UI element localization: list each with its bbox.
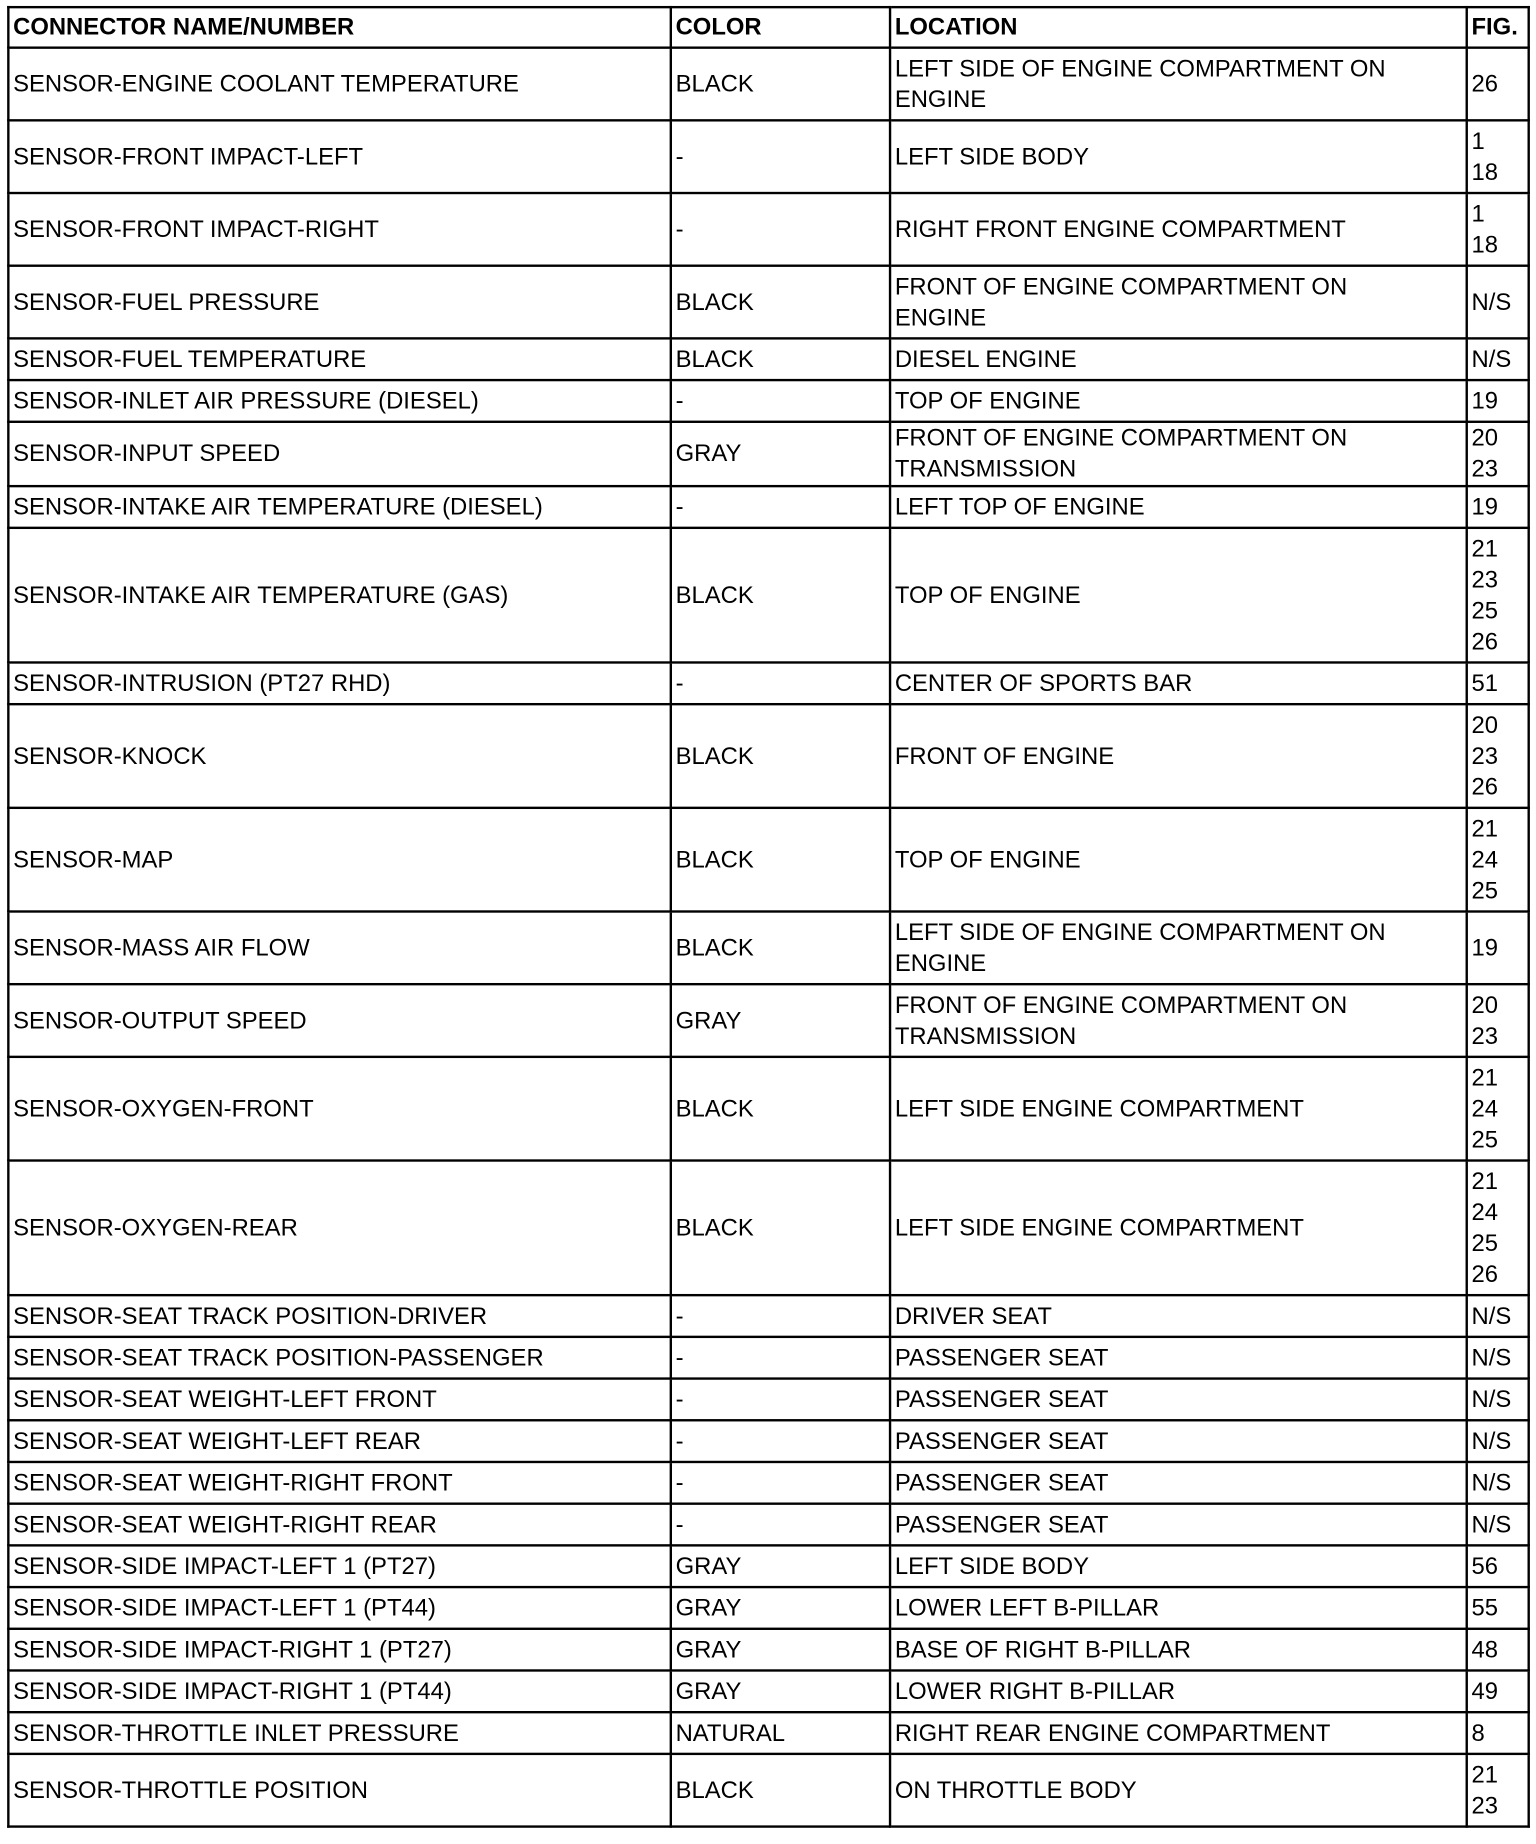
fig-number: 25 [1471,597,1499,624]
connector-name: SENSOR-FRONT IMPACT-LEFT [8,120,670,193]
connector-fig [1467,1379,1529,1421]
connector-location [890,193,1467,266]
header-color: COLOR [671,7,890,48]
connector-color: BLACK [671,1057,890,1161]
location-line: TOP OF ENGINE [894,846,1081,873]
connector-location [890,266,1467,339]
table-row [8,1754,1528,1827]
location-line: TRANSMISSION [894,456,1077,483]
connector-fig [1467,1712,1529,1754]
fig-number: 26 [1471,628,1499,655]
connector-location [890,1545,1467,1587]
fig-number: 55 [1471,1594,1499,1622]
connector-fig [1467,1161,1529,1296]
connector-color: - [671,486,890,528]
connector-name: SENSOR-INTAKE AIR TEMPERATURE (DIESEL) [8,486,670,528]
connector-location [890,1670,1467,1712]
fig-number: 21 [1471,1168,1499,1195]
connector-fig [1467,1057,1529,1161]
connector-color: NATURAL [671,1712,890,1754]
connector-name: SENSOR-OXYGEN-REAR [8,1161,670,1296]
connector-location [890,1754,1467,1827]
fig-number: N/S [1471,1469,1512,1496]
fig-number: 23 [1471,1792,1499,1819]
connector-color: - [671,1504,890,1546]
connector-color: - [671,1337,890,1379]
connector-fig [1467,1545,1529,1587]
connector-name: SENSOR-SEAT WEIGHT-RIGHT FRONT [8,1462,670,1504]
table-row [8,1337,1528,1379]
connector-fig [1467,120,1529,193]
connector-fig [1467,193,1529,266]
connector-name: SENSOR-SIDE IMPACT-RIGHT 1 (PT27) [8,1629,670,1671]
connector-name: SENSOR-SEAT WEIGHT-LEFT REAR [8,1420,670,1462]
location-line: FRONT OF ENGINE COMPARTMENT ON [894,425,1348,452]
connector-fig [1467,338,1529,380]
location-line: FRONT OF ENGINE COMPARTMENT ON [894,273,1348,300]
table-row [8,1504,1528,1546]
connector-location [890,528,1467,663]
connector-location [890,1587,1467,1629]
location-line: TOP OF ENGINE [894,582,1081,609]
header-row [8,7,1528,48]
fig-number: 20 [1471,711,1499,739]
connector-name: SENSOR-KNOCK [8,704,670,808]
table-row [8,1161,1528,1296]
fig-number: 18 [1471,159,1499,186]
connector-location [890,48,1467,121]
location-line: PASSENGER SEAT [894,1511,1109,1538]
fig-number: 19 [1471,934,1499,961]
connector-color: - [671,380,890,422]
connector-location [890,911,1467,984]
connector-location [890,1337,1467,1379]
fig-number: 20 [1471,425,1499,452]
fig-number: N/S [1471,1428,1512,1455]
connector-fig [1467,1754,1529,1827]
connector-location [890,1161,1467,1296]
fig-number: 56 [1471,1553,1499,1580]
fig-number: 26 [1471,1261,1499,1288]
fig-number: 23 [1471,456,1499,483]
table-row [8,193,1528,266]
table-row [8,1587,1528,1629]
header-connector-name: CONNECTOR NAME/NUMBER [8,7,670,48]
fig-number: N/S [1471,288,1512,316]
connector-location [890,1379,1467,1421]
location-line: TRANSMISSION [894,1022,1077,1050]
fig-number: 25 [1471,1230,1499,1257]
fig-number: 19 [1471,493,1499,521]
connector-location [890,984,1467,1057]
connector-name: SENSOR-SEAT TRACK POSITION-DRIVER [8,1295,670,1337]
connector-name: SENSOR-FRONT IMPACT-RIGHT [8,193,670,266]
table-row [8,1295,1528,1337]
location-line: RIGHT REAR ENGINE COMPARTMENT [894,1719,1331,1747]
location-line: PASSENGER SEAT [894,1428,1109,1455]
location-line: LOWER RIGHT B-PILLAR [894,1678,1176,1705]
connector-fig [1467,486,1529,528]
location-line: LEFT TOP OF ENGINE [894,493,1145,521]
connector-fig [1467,1629,1529,1671]
connector-color: - [671,120,890,193]
fig-number: 23 [1471,742,1499,770]
table-row [8,704,1528,808]
connector-location [890,1057,1467,1161]
fig-number: N/S [1471,1386,1512,1413]
connector-color: BLACK [671,338,890,380]
fig-number: 20 [1471,991,1499,1019]
connector-fig [1467,528,1529,663]
connector-table [7,6,1530,1828]
location-line: PASSENGER SEAT [894,1344,1109,1371]
fig-number: 18 [1471,231,1499,258]
fig-number: 24 [1471,1199,1499,1226]
fig-number: 19 [1471,387,1499,415]
connector-location [890,120,1467,193]
connector-name: SENSOR-MAP [8,808,670,912]
location-line: TOP OF ENGINE [894,387,1081,415]
connector-name: SENSOR-SEAT WEIGHT-RIGHT REAR [8,1504,670,1546]
table-row [8,1379,1528,1421]
connector-fig [1467,1587,1529,1629]
fig-number: 51 [1471,670,1499,697]
connector-location [890,1420,1467,1462]
connector-name: SENSOR-INTAKE AIR TEMPERATURE (GAS) [8,528,670,663]
location-line: BASE OF RIGHT B-PILLAR [894,1636,1192,1663]
location-line: RIGHT FRONT ENGINE COMPARTMENT [894,216,1346,243]
location-line: ENGINE [894,304,987,331]
table-row [8,48,1528,121]
location-line: PASSENGER SEAT [894,1469,1109,1496]
connector-location [890,1504,1467,1546]
fig-number: 23 [1471,566,1499,593]
connector-color: - [671,662,890,704]
connector-color: GRAY [671,1545,890,1587]
table-row [8,984,1528,1057]
fig-number: 21 [1471,1064,1499,1091]
connector-name: SENSOR-SIDE IMPACT-RIGHT 1 (PT44) [8,1670,670,1712]
connector-location [890,422,1467,486]
connector-location [890,486,1467,528]
fig-number: N/S [1471,346,1512,373]
connector-location [890,1462,1467,1504]
table-row [8,1629,1528,1671]
fig-number: 25 [1471,1126,1499,1153]
table-row [8,1057,1528,1161]
connector-color: BLACK [671,911,890,984]
connector-fig [1467,984,1529,1057]
connector-location [890,1712,1467,1754]
connector-color: BLACK [671,1161,890,1296]
fig-number: 26 [1471,70,1499,98]
table-row [8,120,1528,193]
connector-name: SENSOR-MASS AIR FLOW [8,911,670,984]
connector-color: GRAY [671,1670,890,1712]
location-line: FRONT OF ENGINE [894,742,1115,770]
connector-name: SENSOR-OUTPUT SPEED [8,984,670,1057]
connector-location [890,1295,1467,1337]
connector-name: SENSOR-ENGINE COOLANT TEMPERATURE [8,48,670,121]
location-line: ON THROTTLE BODY [894,1777,1137,1804]
connector-fig [1467,48,1529,121]
connector-fig [1467,380,1529,422]
fig-number: 49 [1471,1678,1499,1705]
table-row [8,1712,1528,1754]
connector-name: SENSOR-SIDE IMPACT-LEFT 1 (PT44) [8,1587,670,1629]
connector-name: SENSOR-SEAT TRACK POSITION-PASSENGER [8,1337,670,1379]
connector-name: SENSOR-INPUT SPEED [8,422,670,486]
table-row [8,1545,1528,1587]
connector-fig [1467,704,1529,808]
connector-color: BLACK [671,704,890,808]
fig-number: 21 [1471,535,1499,562]
connector-fig [1467,1295,1529,1337]
connector-name: SENSOR-FUEL PRESSURE [8,266,670,339]
fig-number: N/S [1471,1302,1512,1330]
fig-number: 26 [1471,773,1499,801]
fig-number: 25 [1471,877,1499,904]
connector-color: - [671,1295,890,1337]
table-row [8,1420,1528,1462]
fig-number: 23 [1471,1022,1499,1050]
table-row [8,662,1528,704]
location-line: DRIVER SEAT [894,1302,1052,1330]
table-row [8,486,1528,528]
table-row [8,380,1528,422]
table-row [8,422,1528,486]
connector-color: BLACK [671,1754,890,1827]
connector-fig [1467,1504,1529,1546]
connector-color: GRAY [671,422,890,486]
connector-name: SENSOR-FUEL TEMPERATURE [8,338,670,380]
connector-color: - [671,1462,890,1504]
connector-fig [1467,1337,1529,1379]
fig-number: 21 [1471,1761,1499,1788]
fig-number: 8 [1471,1719,1485,1747]
connector-location [890,380,1467,422]
connector-color: BLACK [671,528,890,663]
connector-color: GRAY [671,984,890,1057]
connector-name: SENSOR-INTRUSION (PT27 RHD) [8,662,670,704]
connector-location [890,704,1467,808]
connector-location [890,662,1467,704]
fig-number: 24 [1471,1095,1499,1122]
fig-number: 24 [1471,846,1499,873]
connector-name: SENSOR-SEAT WEIGHT-LEFT FRONT [8,1379,670,1421]
connector-fig [1467,1462,1529,1504]
header-location: LOCATION [890,7,1467,48]
connector-name: SENSOR-OXYGEN-FRONT [8,1057,670,1161]
connector-color: - [671,1379,890,1421]
connector-color: GRAY [671,1629,890,1671]
table-row [8,1462,1528,1504]
location-line: ENGINE [894,950,987,977]
connector-color: BLACK [671,808,890,912]
connector-color: - [671,1420,890,1462]
connector-name: SENSOR-THROTTLE POSITION [8,1754,670,1827]
fig-number: N/S [1471,1511,1512,1538]
table-row [8,266,1528,339]
location-line: FRONT OF ENGINE COMPARTMENT ON [894,991,1348,1019]
connector-location [890,1629,1467,1671]
location-line: LEFT SIDE BODY [894,143,1090,170]
table-row [8,911,1528,984]
location-line: ENGINE [894,86,987,113]
connector-color: - [671,193,890,266]
header-fig: FIG. [1467,7,1529,48]
connector-fig [1467,911,1529,984]
connector-fig [1467,1420,1529,1462]
fig-number: 21 [1471,815,1499,842]
connector-location [890,808,1467,912]
fig-number: 1 [1471,128,1485,155]
connector-name: SENSOR-THROTTLE INLET PRESSURE [8,1712,670,1754]
fig-number: 1 [1471,200,1485,227]
table-row [8,528,1528,663]
connector-fig [1467,662,1529,704]
table-row [8,338,1528,380]
connector-fig [1467,1670,1529,1712]
location-line: LEFT SIDE OF ENGINE COMPARTMENT ON [894,55,1386,82]
connector-fig [1467,266,1529,339]
fig-number: N/S [1471,1344,1512,1371]
connector-color: BLACK [671,266,890,339]
location-line: CENTER OF SPORTS BAR [894,670,1193,697]
connector-fig [1467,422,1529,486]
location-line: LEFT SIDE ENGINE COMPARTMENT [894,1214,1304,1241]
connector-color: BLACK [671,48,890,121]
location-line: DIESEL ENGINE [894,346,1077,373]
connector-location [890,338,1467,380]
connector-fig [1467,808,1529,912]
connector-color: GRAY [671,1587,890,1629]
location-line: PASSENGER SEAT [894,1386,1109,1413]
table-row [8,808,1528,912]
connector-name: SENSOR-INLET AIR PRESSURE (DIESEL) [8,380,670,422]
location-line: LEFT SIDE ENGINE COMPARTMENT [894,1095,1304,1122]
location-line: LOWER LEFT B-PILLAR [894,1594,1160,1622]
fig-number: 48 [1471,1636,1499,1663]
table-body [8,48,1528,1827]
location-line: LEFT SIDE OF ENGINE COMPARTMENT ON [894,919,1386,946]
location-line: LEFT SIDE BODY [894,1553,1090,1580]
table-row [8,1670,1528,1712]
connector-name: SENSOR-SIDE IMPACT-LEFT 1 (PT27) [8,1545,670,1587]
